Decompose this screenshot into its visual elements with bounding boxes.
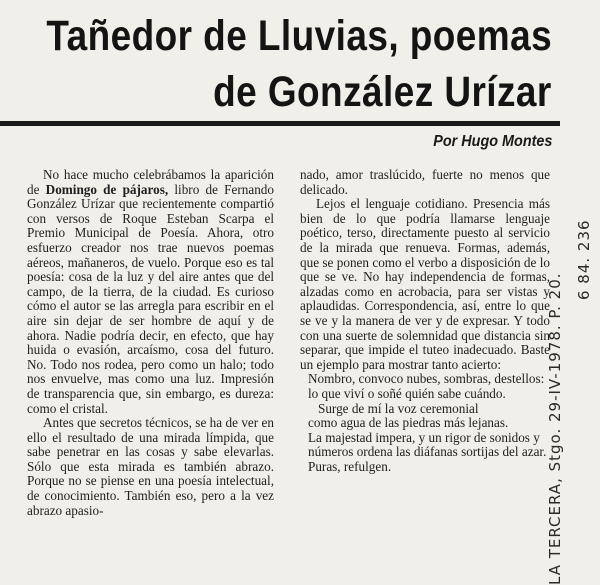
- paragraph-4: Lejos el lenguaje cotidiano. Presencia más bien de lo que podría llamarse lenguaje poético, terso, directamente puesto al servicio de la mirada que renueva. Formas, además, que se ponen como el verbo a disposición de lo que se ve. No hay independencia de formas, alzadas como en acrobacia, para ser vistas y aplaudidas. Correspondencia, así, entre lo que se ve y la manera de ver y de expresar. Y todo con una suerte de solemnidad que distancia sin separar, que impide el tuteo inadecuado. Baste un ejemplo para mostrar tanto acierto:: [300, 196, 550, 372]
- handwritten-catalog-code: 6 84. 236: [575, 219, 593, 300]
- verse-line-6: Puras, refulgen.: [308, 458, 392, 474]
- verse-line-3: Surge de mí la voz ceremonial: [318, 400, 479, 416]
- article-title-line-1: Tañedor de Lluvias, poemas: [46, 12, 552, 60]
- text-column-left: [27, 168, 274, 518]
- paragraph-1-start: No hace mucho celebrábamos la aparición de: [27, 167, 274, 197]
- paragraph-3: nado, amor traslúcido, fuerte no menos que delicado.: [300, 167, 550, 197]
- book-title: Domingo de pájaros,: [45, 181, 169, 197]
- byline: Por Hugo Montes: [432, 133, 552, 150]
- paragraph-1-rest: libro de Fernando González Urízar que recientemente compartió con versos de Roque Esteban Scarpa el Premio Municipal de Poesía. Ahora, otro esfuerzo creador nos trae nuevos poemas aéreos, mañaneros, de vuelo. Porque eso es tal poesía: cosa de la luz y del aire antes que del campo, de la tierra, de la ciudad. Es curioso cómo el autor se las arregla para escribir en el aire sin dejar de ser hombre de aquí y de ahora. Nadie podría decir, en efecto, que hay huida o evasión, arcaísmo, cosa del futuro. No. Todo nos rodea, pero como un halo; todo nos envuelve, mas como una luz. Impresión de transparencia que, sin embargo, es dureza: como el cristal.: [27, 181, 274, 416]
- verse-line-2: lo que viví o soñé quién sabe cuándo.: [308, 385, 506, 401]
- handwritten-source-note: LA TERCERA, Stgo. 29-IV-1978. P. 20.: [546, 272, 564, 585]
- verse-line-4: como agua de las piedras más lejanas.: [308, 415, 509, 431]
- title-divider-rule: [0, 121, 560, 126]
- article-title-line-2: de González Urízar: [213, 68, 552, 116]
- verse-line-1: Nombro, convoco nubes, sombras, destellos:: [308, 371, 545, 387]
- verse-line-5: La majestad impera, y un rigor de sonidos y números ordena las diáfanas sortijas del azar.: [308, 429, 547, 460]
- paragraph-2: Antes que secretos técnicos, se ha de ver en ello el resultado de una mirada límpida, que sabe penetrar en las cosas y sabe elevarlas. Sólo que esta mirada es también abrazo. Porque no se piense en una poesía intelectual, de conocimiento. También eso, pero a la vez abrazo apasio-: [27, 415, 274, 518]
- paragraph-1: [27, 168, 274, 416]
- text-column-right: [300, 168, 550, 474]
